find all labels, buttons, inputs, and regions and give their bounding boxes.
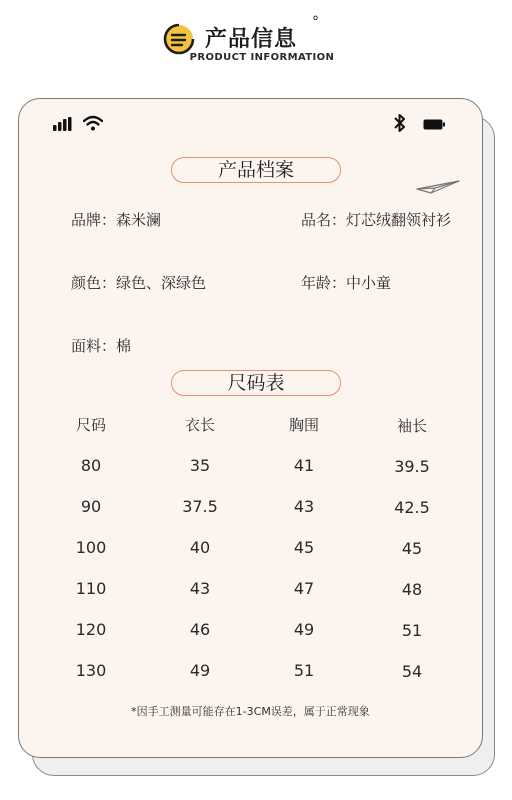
size-table-title: 尺码表 [171, 370, 341, 396]
table-cell: 110 [75, 579, 107, 598]
wifi-icon [83, 115, 103, 131]
color-label: 颜色： [71, 274, 117, 292]
table-cell: 47 [293, 579, 315, 598]
table-cell: 49 [189, 661, 211, 680]
section-title: 产品信息 [205, 27, 298, 52]
age-field [301, 272, 391, 293]
fabric-field [71, 335, 131, 356]
table-header-cell: 尺码 [75, 416, 106, 434]
table-cell: 80 [80, 456, 102, 475]
table-cell: 35 [189, 456, 211, 475]
table-header-cell: 衣长 [184, 416, 215, 434]
fabric-value: 棉 [116, 337, 132, 355]
brand-label: 品牌： [71, 211, 117, 229]
table-cell: 46 [189, 620, 211, 639]
table-cell: 100 [75, 538, 107, 557]
measurement-note: *因手工测量可能存在1-3CM误差，属于正常现象 [131, 705, 370, 718]
table-cell: 51 [293, 661, 315, 680]
table-cell: 43 [293, 497, 315, 516]
table-cell: 54 [401, 662, 423, 681]
section-subtitle: PRODUCT INFORMATION [189, 52, 335, 63]
table-cell: 40 [189, 538, 211, 557]
table-cell: 90 [80, 497, 102, 516]
table-cell: 48 [401, 580, 423, 599]
table-cell: 51 [401, 621, 423, 640]
table-cell: 120 [75, 620, 107, 639]
product-name-field [301, 209, 451, 230]
brand-value: 森米澜 [116, 211, 162, 229]
product-name-value: 灯芯绒翻领衬衫 [346, 211, 452, 229]
color-field [71, 272, 206, 293]
phone-card [18, 98, 483, 758]
degree-mark: ° [312, 14, 319, 30]
table-cell: 130 [75, 661, 107, 680]
product-name-label: 品名： [301, 211, 347, 229]
fabric-label: 面料： [71, 337, 117, 355]
paper-plane-icon [415, 177, 461, 197]
age-label: 年龄： [301, 274, 347, 292]
battery-icon [423, 119, 445, 130]
brand-field [71, 209, 161, 230]
color-value: 绿色、深绿色 [116, 274, 207, 292]
table-cell: 42.5 [394, 498, 430, 517]
table-cell: 41 [293, 456, 315, 475]
table-header-cell: 胸围 [288, 416, 319, 434]
signal-icon [53, 117, 73, 131]
table-cell: 37.5 [182, 497, 218, 516]
table-cell: 43 [189, 579, 211, 598]
table-cell: 39.5 [394, 457, 430, 476]
logo-icon [162, 22, 196, 56]
table-header-cell: 袖长 [396, 417, 427, 435]
age-value: 中小童 [346, 274, 392, 292]
table-cell: 45 [293, 538, 315, 557]
bluetooth-icon [393, 113, 407, 133]
table-cell: 45 [401, 539, 423, 558]
table-cell: 49 [293, 620, 315, 639]
profile-title: 产品档案 [171, 157, 341, 183]
section-header [0, 14, 512, 74]
